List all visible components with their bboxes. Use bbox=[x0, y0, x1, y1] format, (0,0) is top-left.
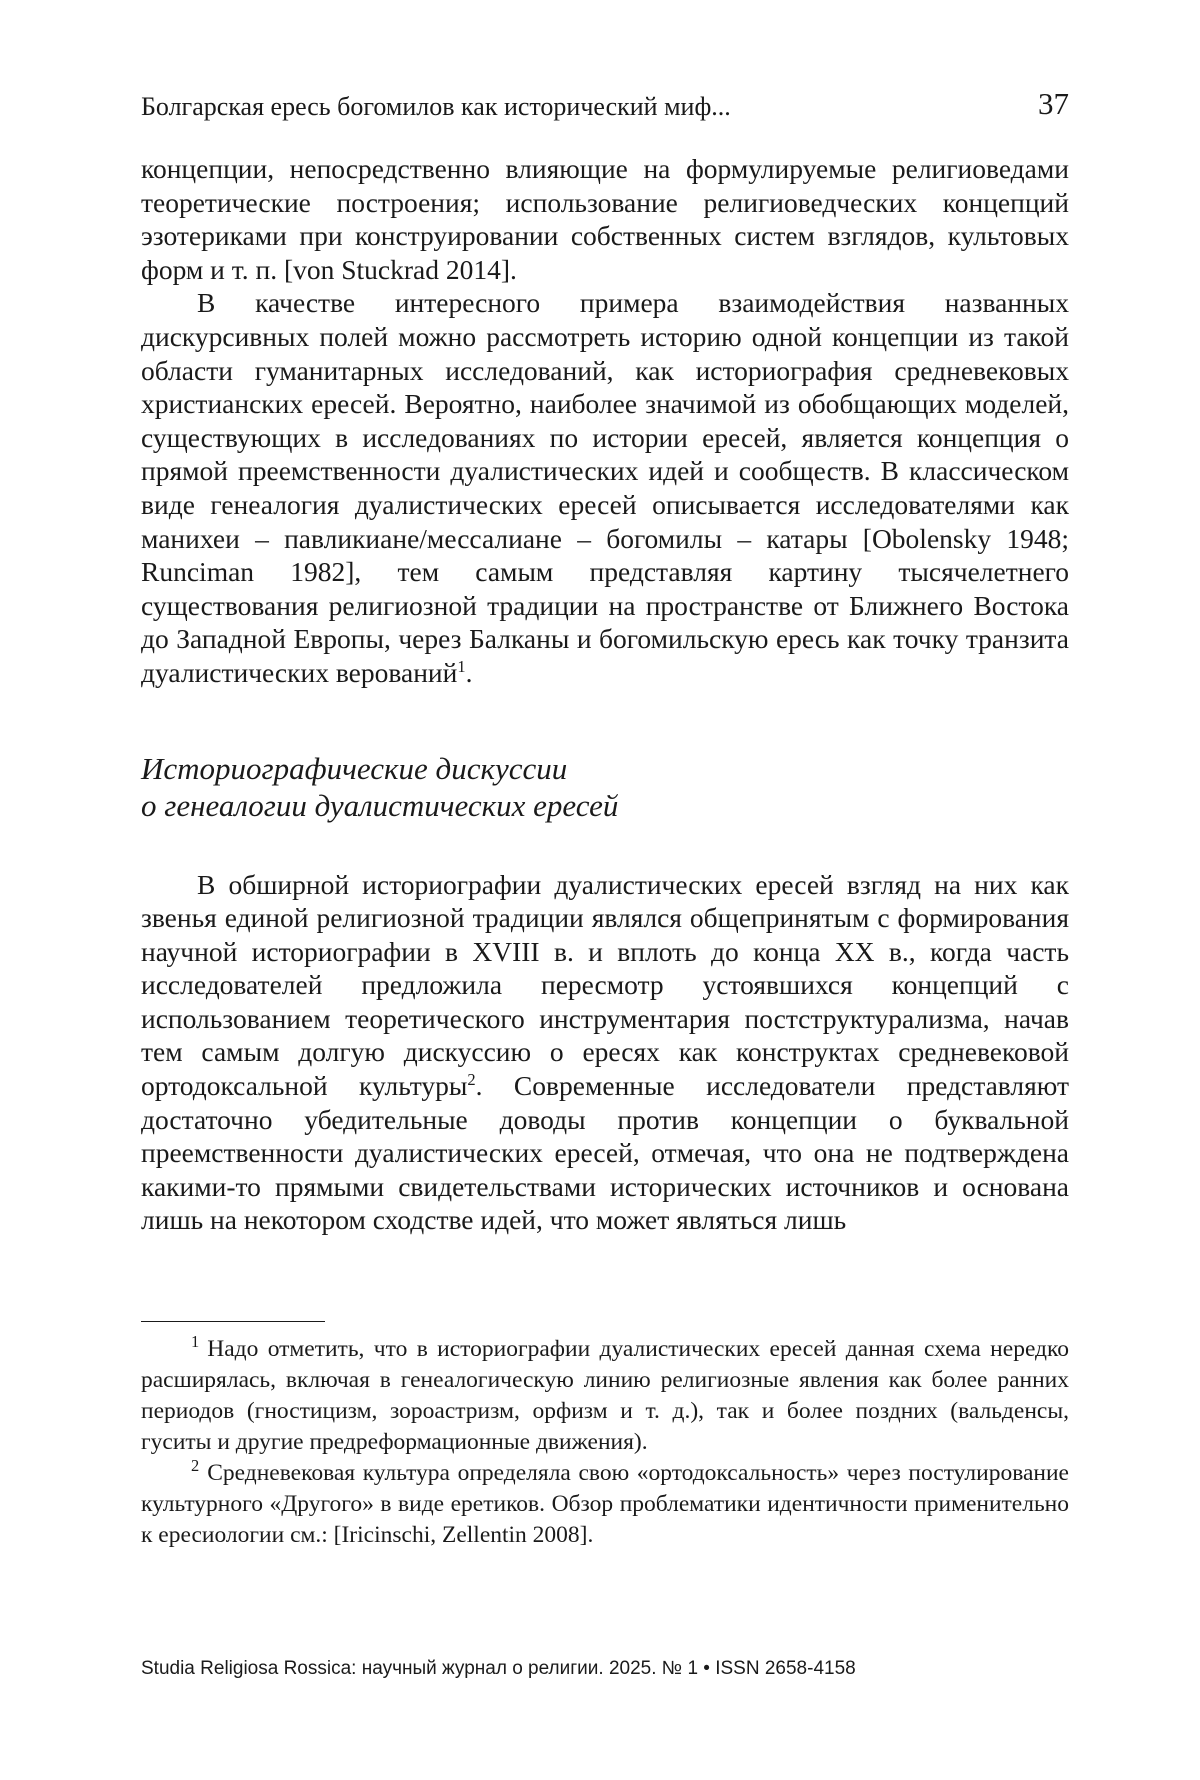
section-heading bbox=[141, 750, 1069, 824]
footnote-ref-1[interactable]: 1 bbox=[457, 656, 466, 676]
footnote-mark: 1 bbox=[191, 1332, 200, 1352]
footnote-text: Надо отметить, что в историографии дуалистических ересей данная схема нередко расширялась, включая в генеалогическую линию религиозные явления как более ранних периодов (гностицизм, зороастризм, орфизм и т. д.), так и более поздних (вальденсы, гуситы и другие предреформационные движения). bbox=[141, 1336, 1069, 1455]
article-body bbox=[141, 152, 1069, 1237]
footnote-ref-2[interactable]: 2 bbox=[467, 1069, 476, 1089]
footnotes bbox=[141, 1334, 1069, 1551]
page-number: 37 bbox=[1038, 86, 1069, 121]
paragraph-text: В качестве интересного примера взаимодействия названных дискурсивных полей можно рассмотреть историю одной концепции из такой области гуманитарных исследований, как историография средневековых христианских ересей. Вероятно, наиболее значимой из обобщающих моделей, существующих в исследованиях по истории ересей, является концепция о прямой преемственности дуалистических идей и сообществ. В классическом виде генеалогия дуалистических ересей описывается исследователями как манихеи – павликиане/мессалиане – богомилы – катары [Obolensky 1948; Runciman 1982], тем самым представляя картину тысячелетнего существования религиозной традиции на пространстве от Ближнего Востока до Западной Европы, через Балканы и богомильскую ересь как точку транзита дуалистических верований bbox=[141, 287, 1069, 688]
footnote-1 bbox=[141, 1334, 1069, 1458]
footnote-divider bbox=[141, 1321, 325, 1322]
section-heading-line-2: о генеалогии дуалистических ересей bbox=[141, 787, 619, 823]
paragraph-text: В обширной историографии дуалистических ересей взгляд на них как звенья единой религиозной традиции являлся общепринятым с формирования научной историографии в XVIII в. и вплоть до конца XX в., когда часть исследователей предложила пересмотр устоявшихся концепций с использованием теоретического инструментария постструктурализма, начав тем самым долгую дискуссию о ересях как конструктах средневековой ортодоксальной культуры bbox=[141, 868, 1069, 1102]
running-head bbox=[141, 86, 1069, 126]
paragraph-continued bbox=[141, 152, 1069, 286]
paragraph-text: . Современные исследователи представляют достаточно убедительные доводы против концепции о буквальной преемственности дуалистических ересей, отмечая, что она не подтверждена какими-то прямыми свидетельствами исторических источников и основана лишь на некотором сходстве идей, что может являться лишь bbox=[141, 1070, 1070, 1236]
footnote-2 bbox=[141, 1458, 1069, 1551]
paragraph-text: концепции, непосредственно влияющие на формулируемые религиоведами теоретические построения; использование религиоведческих концепций эзотериками при конструировании собственных систем взглядов, культовых форм и т. п. [von Stuckrad 2014]. bbox=[141, 153, 1069, 285]
journal-page bbox=[141, 0, 1069, 1780]
footnote-text: Средневековая культура определяла свою «ортодоксальность» через постулирование культурного «Другого» в виде еретиков. Обзор проблематики идентичности применительно к ересиологии см.: [Iricinschi, Zellentin 2008]. bbox=[141, 1460, 1069, 1548]
footnote-mark: 2 bbox=[191, 1456, 200, 1476]
journal-footer: Studia Religiosa Rossica: научный журнал о религии. 2025. № 1 • ISSN 2658-4158 bbox=[141, 1658, 856, 1679]
running-title: Болгарская ересь богомилов как исторический миф... bbox=[141, 92, 731, 121]
paragraph bbox=[141, 286, 1069, 689]
section-heading-line-1: Историографические дискуссии bbox=[141, 750, 568, 786]
paragraph bbox=[141, 868, 1069, 1238]
paragraph-end: . bbox=[465, 656, 473, 688]
